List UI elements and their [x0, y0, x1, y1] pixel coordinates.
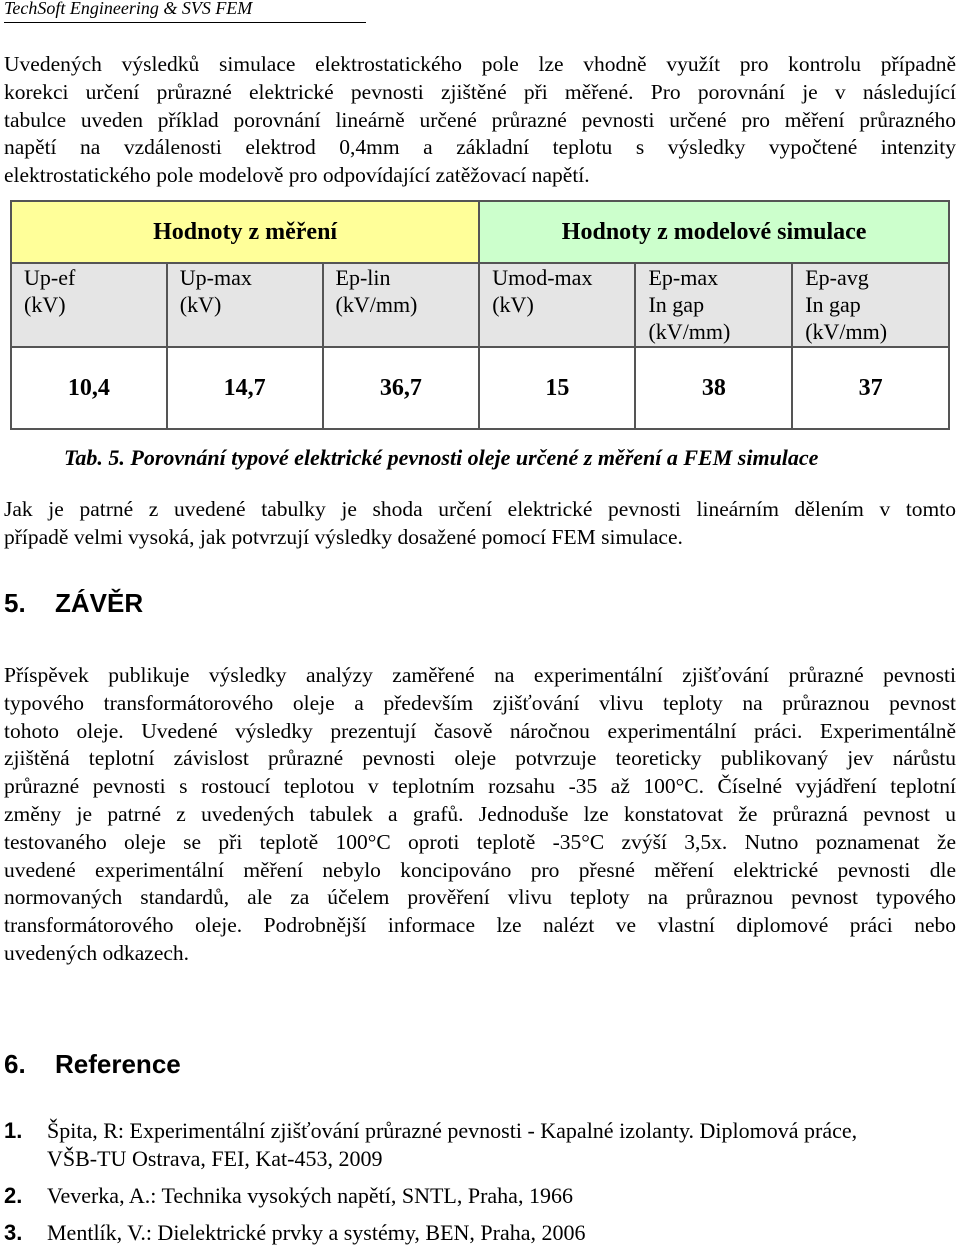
text-line: testovaného oleje se při teplotě 100°C oproti teplotě -35°C zvýší 3,5x. Nutno poznamenat že [4, 829, 956, 854]
section-number: 6. [4, 1049, 26, 1079]
reference-text: Mentlík, V.: Dielektrické prvky a systémy, BEN, Praha, 2006 [47, 1220, 586, 1245]
reference-item [4, 1182, 573, 1210]
reference-item [4, 1219, 586, 1247]
text-line: případě velmi vysoká, jak potvrzují výsledky dosažené pomocí FEM simulace. [4, 524, 683, 549]
text-line: uvedené experimentální měření nebylo koncipováno pro přesné měření elektrické pevnosti dle [4, 857, 956, 882]
text-line: uvedených odkazech. [4, 940, 190, 965]
column-header [167, 263, 323, 347]
column-header [792, 263, 949, 347]
running-header: TechSoft Engineering & SVS FEM [4, 0, 253, 18]
column-header-line: (kV) [179, 292, 222, 317]
column-header-line: Umod-max [492, 265, 593, 290]
section-heading-conclusion [4, 588, 143, 619]
table-row [11, 347, 949, 429]
column-header-line: Ep-lin [335, 265, 391, 290]
text-line: Příspěvek publikuje výsledky analýzy zaměřené na experimentální zjišťování průrazné pevnosti [4, 663, 956, 687]
table-cell: 10,4 [11, 347, 167, 429]
reference-text: VŠB-TU Ostrava, FEI, Kat-453, 2009 [47, 1146, 383, 1171]
text-line: změny je patrné z uvedených tabulek a grafů. Jednoduše lze konstatovat že průrazná pevnost u [4, 801, 956, 826]
column-header [323, 263, 480, 347]
column-header [479, 263, 635, 347]
text-line: průrazné pevnosti s rostoucí teplotou v teplotním rozsahu -35 až 100°C. Číselné vyjádření teplotní [4, 774, 956, 799]
column-header-line: Up-max [179, 265, 252, 290]
column-header-line: (kV/mm) [805, 319, 888, 344]
text-line: normovaných standardů, ale za účelem prověření vlivu teploty na průraznou pevnost typového [4, 885, 956, 910]
column-header [11, 263, 167, 347]
table-cell: 15 [479, 347, 635, 429]
table-cell: 14,7 [167, 347, 323, 429]
column-header-line: Ep-avg [805, 265, 869, 290]
reference-text: Veverka, A.: Technika vysokých napětí, SNTL, Praha, 1966 [47, 1183, 573, 1208]
group-header-measurement: Hodnoty z měření [11, 201, 479, 263]
text-line: elektrostatického pole modelově pro odpovídající zatěžovací napětí. [4, 163, 590, 188]
table-cell: 38 [635, 347, 792, 429]
reference-text: Špita, R: Experimentální zjišťování průrazné pevnosti - Kapalné izolanty. Diplomová práce, [47, 1118, 858, 1143]
section-title: Reference [55, 1049, 181, 1079]
paragraph-agreement [4, 496, 956, 552]
text-line: transformátorového oleje. Podrobnější informace lze nalézt ve vlastní diplomové práci nebo [4, 913, 956, 938]
section-heading-reference [4, 1049, 181, 1080]
text-line: napětí na vzdálenosti elektrod 0,4mm a základní teplotu s výsledky vypočtené intenzity [4, 135, 956, 160]
text-line: tohoto oleje. Uvedené výsledky prezentují časově náročnou experimentální práci. Experimentálně [4, 718, 956, 743]
column-header-line: In gap [805, 292, 861, 317]
table-cell: 36,7 [323, 347, 480, 429]
paragraph-conclusion [4, 662, 956, 968]
column-header-line: Ep-max [648, 265, 719, 290]
text-line: typového transformátorového oleje a především zjišťování vlivu teploty na průraznou pevnost [4, 690, 956, 715]
comparison-table [10, 200, 950, 430]
column-header-line: In gap [648, 292, 705, 317]
text-line: Jak je patrné z uvedené tabulky je shoda určení elektrické pevnosti lineárním dělením v tomto [4, 497, 956, 521]
section-number: 5. [4, 588, 26, 618]
table-cell: 37 [792, 347, 949, 429]
text-line: korekci určení průrazné elektrické pevnosti zjištěné při měřené. Pro porovnání je v následující [4, 79, 956, 104]
table-caption: Tab. 5. Porovnání typové elektrické pevnosti oleje určené z měření a FEM simulace [64, 445, 819, 470]
section-title: ZÁVĚR [55, 588, 144, 618]
table-units-row [11, 263, 949, 347]
group-header-simulation: Hodnoty z modelové simulace [479, 201, 949, 263]
table-group-row [11, 201, 949, 263]
column-header-line: (kV) [492, 292, 534, 317]
reference-number: 2. [4, 1183, 23, 1208]
column-header-line: (kV/mm) [335, 292, 418, 317]
column-header-line: (kV/mm) [648, 319, 731, 344]
column-header [635, 263, 792, 347]
reference-number: 1. [4, 1118, 23, 1143]
column-header-line: Up-ef [24, 265, 76, 290]
column-header-line: (kV) [24, 292, 66, 317]
reference-number: 3. [4, 1220, 23, 1245]
text-line: tabulce uveden příklad porovnání lineárně určené průrazné pevnosti určené pro měření průrazného [4, 107, 956, 132]
header-rule [4, 22, 366, 23]
reference-item [4, 1117, 857, 1173]
paragraph-intro [4, 51, 956, 190]
text-line: zjištěná teplotní závislost průrazné pevnosti oleje potvrzuje teoreticky publikovaný jev nárůstu [4, 746, 956, 771]
text-line: Uvedených výsledků simulace elektrostatického pole lze vhodně využít pro kontrolu případně [4, 52, 956, 76]
